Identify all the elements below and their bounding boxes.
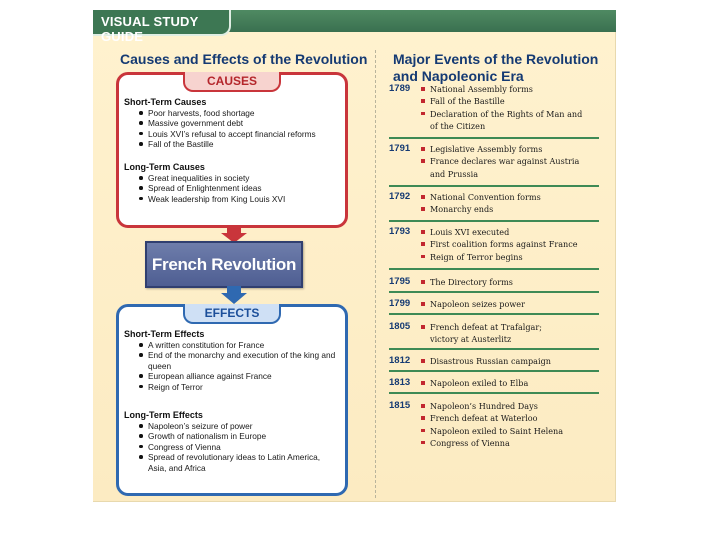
banner-tab [93, 10, 231, 44]
event-item [421, 155, 579, 180]
event-text: Napoleon exiled to Elba [430, 378, 529, 388]
event-item [421, 425, 563, 437]
event-item [421, 355, 551, 367]
list-item: Reign of Terror [139, 382, 339, 392]
effects-header: EFFECTS [183, 304, 281, 324]
down-arrow-icon [221, 286, 247, 304]
french-revolution-banner [145, 241, 303, 288]
event-item [421, 95, 582, 107]
list-item: Napoleon’s seizure of power [139, 421, 339, 431]
list-item: Spread of revolutionary ideas to Latin America, Asia, and Africa [139, 452, 339, 473]
list-item: End of the monarchy and execution of the king and queen [139, 350, 339, 371]
event-year: 1815 [389, 400, 411, 411]
causes-header: CAUSES [183, 72, 281, 92]
event-row-1805 [389, 321, 599, 350]
effects-box [116, 304, 348, 496]
list-item: Massive government debt [139, 118, 316, 128]
event-item [421, 298, 525, 310]
event-row-1789 [389, 83, 599, 139]
left-section-title: Causes and Effects of the Revolution [120, 51, 368, 67]
list-item: Fall of the Bastille [139, 139, 316, 149]
event-text: Reign of Terror begins [430, 251, 523, 262]
event-year: 1795 [389, 276, 411, 287]
list-item: A written constitution for France [139, 340, 339, 350]
list-item: Poor harvests, food shortage [139, 108, 316, 118]
event-item [421, 276, 513, 288]
event-text: National Assembly forms [430, 84, 533, 94]
event-item [421, 377, 528, 389]
short-term-effects-list [139, 340, 339, 392]
event-text: Napoleon’s Hundred Days [430, 401, 538, 411]
event-row-1812 [389, 355, 599, 372]
event-text: First coalition forms against France [430, 239, 578, 250]
event-text: French defeat at Trafalgar; [430, 322, 542, 332]
event-item [421, 203, 541, 215]
causes-box [116, 72, 348, 228]
banner-label: VISUAL STUDY GUIDE [101, 14, 199, 44]
right-title-line: Major Events of the Revolution [393, 51, 599, 67]
list-item: Weak leadership from King Louis XVI [139, 194, 285, 204]
long-term-causes-list [139, 173, 285, 204]
event-row-1793 [389, 226, 599, 270]
event-list [421, 321, 542, 346]
event-text: Napoleon exiled to Saint Helena [430, 425, 564, 436]
event-text: Disastrous Russian campaign [430, 356, 551, 366]
event-list [421, 377, 528, 389]
list-item: Spread of Enlightenment ideas [139, 183, 285, 193]
event-text: France declares war against Austria [430, 156, 580, 167]
event-year: 1793 [389, 226, 411, 237]
event-item [421, 238, 578, 250]
event-year: 1792 [389, 191, 411, 202]
long-term-effects-list [139, 421, 339, 473]
list-item: Congress of Vienna [139, 442, 339, 452]
event-list [421, 143, 579, 180]
list-item: Louis XVI’s refusal to accept financial reforms [139, 129, 316, 139]
french-revolution-label: French Revolution [151, 255, 297, 274]
event-item [421, 437, 563, 449]
event-list [421, 191, 541, 216]
event-text: of the Citizen [430, 120, 486, 131]
event-row-1792 [389, 191, 599, 222]
event-text: French defeat at Waterloo [430, 413, 538, 424]
visual-study-guide-panel [93, 10, 616, 502]
event-list [421, 226, 578, 263]
event-text: Fall of the Bastille [430, 96, 505, 107]
event-year: 1805 [389, 321, 411, 332]
event-item [421, 400, 563, 412]
list-item: European alliance against France [139, 371, 339, 381]
event-item [421, 191, 541, 203]
event-year: 1799 [389, 298, 411, 309]
event-row-1799 [389, 298, 599, 315]
event-item [421, 321, 542, 346]
event-text: Napoleon seizes power [430, 299, 525, 309]
long-term-causes-label: Long-Term Causes [124, 162, 205, 172]
column-divider [375, 50, 376, 498]
event-item [421, 108, 582, 133]
long-term-effects-label: Long-Term Effects [124, 410, 203, 420]
event-row-1795 [389, 276, 599, 293]
event-text: The Directory forms [430, 277, 513, 287]
event-year: 1813 [389, 377, 411, 388]
event-item [421, 143, 579, 155]
event-text: Monarchy ends [430, 204, 494, 215]
right-section-title [393, 51, 603, 85]
event-item [421, 251, 578, 263]
event-year: 1789 [389, 83, 411, 94]
event-text: National Convention forms [430, 192, 541, 202]
event-year: 1812 [389, 355, 411, 366]
short-term-causes-list [139, 108, 316, 150]
list-item: Growth of nationalism in Europe [139, 431, 339, 441]
event-item [421, 226, 578, 238]
event-list [421, 400, 563, 449]
event-list [421, 298, 525, 310]
event-text: Legislative Assembly forms [430, 144, 543, 154]
event-text: and Prussia [430, 168, 479, 179]
event-text: Declaration of the Rights of Man and [430, 108, 583, 119]
short-term-causes-label: Short-Term Causes [124, 97, 207, 107]
event-text: victory at Austerlitz [430, 334, 512, 345]
list-item: Great inequalities in society [139, 173, 285, 183]
event-year: 1791 [389, 143, 411, 154]
right-title-line: and Napoleonic Era [393, 68, 524, 84]
short-term-effects-label: Short-Term Effects [124, 329, 205, 339]
event-row-1815 [389, 400, 599, 452]
event-item [421, 412, 563, 424]
event-list [421, 355, 551, 367]
event-list [421, 276, 513, 288]
event-row-1791 [389, 143, 599, 187]
event-text: Congress of Vienna [430, 437, 510, 448]
event-text: Louis XVI executed [430, 227, 510, 237]
event-list [421, 83, 582, 132]
event-item [421, 83, 582, 95]
event-row-1813 [389, 377, 599, 394]
